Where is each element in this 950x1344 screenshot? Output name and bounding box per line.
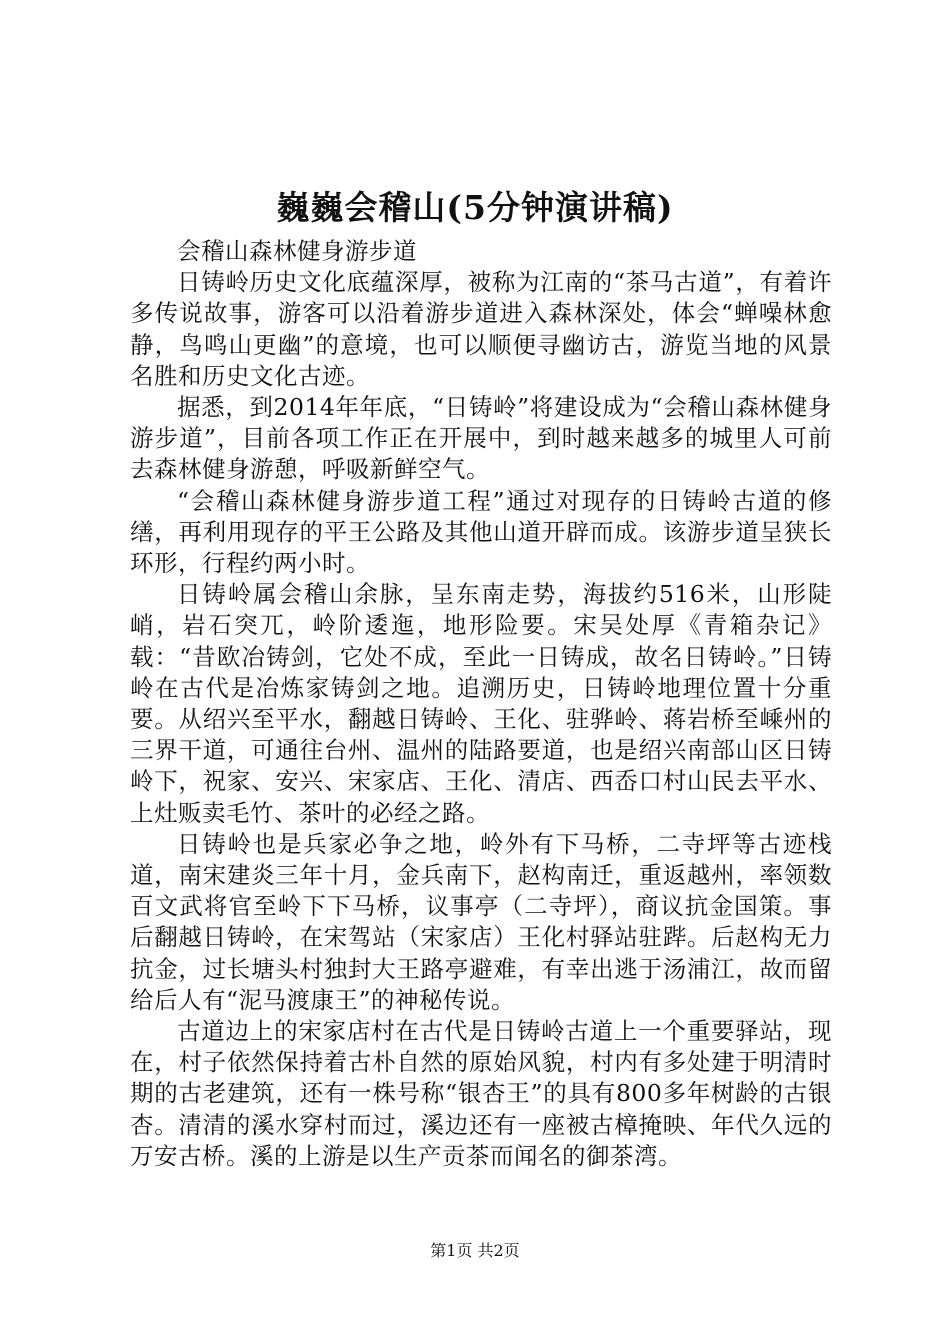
- document-body: [130, 236, 832, 1172]
- body-paragraph: 古道边上的宋家店村在古代是日铸岭古道上一个重要驿站，现在，村子依然保持着古朴自然的原始风貌，村内有多处建于明清时期的古老建筑，还有一株号称“银杏王”的具有800多年树龄的古银杏。清清的溪水穿村而过，溪边还有一座被古樟掩映、年代久远的万安古桥。溪的上游是以生产贡茶而闻名的御茶湾。: [130, 1017, 832, 1170]
- body-paragraph: 日铸岭历史文化底蕴深厚，被称为江南的“茶马古道”，有着许多传说故事，游客可以沿着游步道进入森林深处，体会“蝉噪林愈静，鸟鸣山更幽”的意境，也可以顺便寻幽访古，游览当地的风景名胜和历史文化古迹。: [130, 268, 832, 390]
- body-paragraph: 据悉，到2014年年底，“日铸岭”将建设成为“会稽山森林健身游步道”，目前各项工作正在开展中，到时越来越多的城里人可前去森林健身游憩，呼吸新鲜空气。: [130, 393, 832, 484]
- page-footer: 第1页 共2页: [430, 1241, 520, 1260]
- body-paragraph: “会稽山森林健身游步道工程”通过对现存的日铸岭古道的修缮，再利用现存的平王公路及其他山道开辟而成。该游步道呈狭长环形，行程约两小时。: [130, 486, 832, 578]
- subtitle-paragraph: 会稽山森林健身游步道: [177, 237, 417, 265]
- body-paragraph: 日铸岭也是兵家必争之地，岭外有下马桥，二寺坪等古迹栈道，南宋建炎三年十月，金兵南下，赵构南迁，重返越州，率领数百文武将官至岭下下马桥，议事亭（二寺坪），商议抗金国策。事后翻越日铸岭，在宋驾站（宋家店）王化村驿站驻跸。后赵构无力抗金，过长塘头村独封大王路亭避难，有幸出逃于汤浦江，故而留给后人有“泥马渡康王”的神秘传说。: [130, 829, 832, 1014]
- document-title: 巍巍会稽山(5分钟演讲稿): [276, 188, 674, 227]
- body-paragraph: 日铸岭属会稽山余脉，呈东南走势，海拔约516米，山形陡峭，岩石突兀，岭阶逶迤，地形险要。宋吴处厚《青箱杂记》载：“昔欧冶铸剑，它处不成，至此一日铸成，故名日铸岭。”日铸岭在古代是冶炼家铸剑之地。追溯历史，日铸岭地理位置十分重要。从绍兴至平水，翻越日铸岭、王化、驻骅岭、蒋岩桥至嵊州的三界干道，可通往台州、温州的陆路要道，也是绍兴南部山区日铸岭下，祝家、安兴、宋家店、王化、清店、西岙口村山民去平水、上灶贩卖毛竹、茶叶的必经之路。: [130, 580, 832, 827]
